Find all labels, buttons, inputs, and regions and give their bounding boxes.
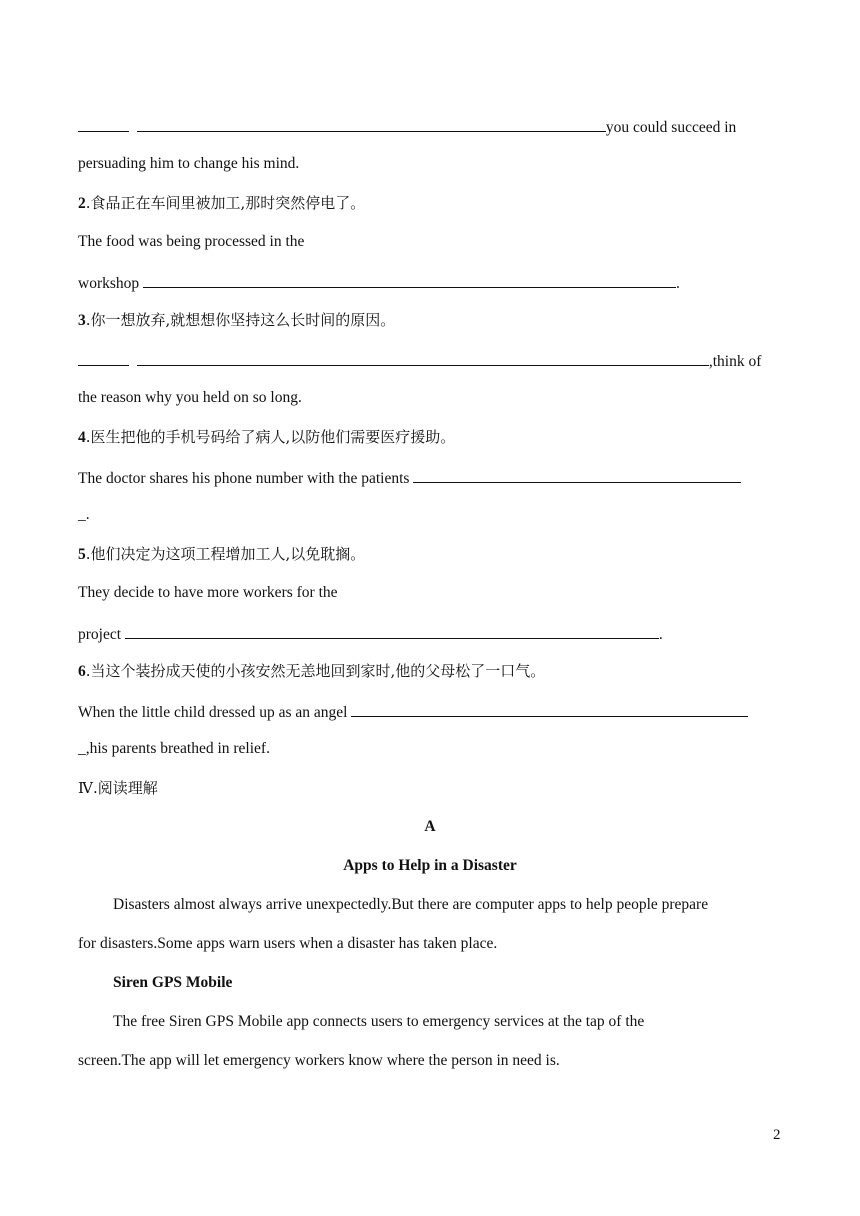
question-number: 3 [78, 312, 86, 329]
answer-blank[interactable] [78, 115, 129, 132]
answer-blank[interactable] [78, 349, 129, 366]
text: The doctor shares his phone number with the patients [78, 470, 410, 487]
text: When the little child dressed up as an angel [78, 704, 348, 721]
q6-prompt [78, 661, 545, 682]
answer-blank[interactable] [137, 115, 606, 132]
question-number: 6 [78, 663, 86, 680]
q5-prompt [78, 544, 365, 565]
text: ,think of [708, 353, 762, 370]
answer-blank[interactable] [137, 349, 709, 366]
chinese-sentence: .食品正在车间里被加工,那时突然停电了。 [85, 194, 366, 212]
q1-answer-line [78, 115, 736, 138]
question-number: 2 [78, 195, 86, 212]
passage-label: A [424, 818, 436, 835]
chinese-sentence: .当这个装扮成天使的小孩安然无恙地回到家时,他的父母松了一口气。 [85, 662, 546, 680]
q4-prompt [78, 427, 455, 448]
text: . [676, 275, 680, 292]
q4-english-2: _. [78, 506, 90, 523]
q2-english-1: The food was being processed in the [78, 233, 305, 250]
text: workshop [78, 275, 140, 292]
subheading: Siren GPS Mobile [113, 974, 233, 991]
answer-blank[interactable] [351, 700, 748, 717]
q4-english-1 [78, 466, 741, 489]
answer-blank[interactable] [413, 466, 741, 483]
q3-english-2: the reason why you held on so long. [78, 389, 302, 406]
question-number: 4 [78, 429, 86, 446]
q1-continuation: persuading him to change his mind. [78, 155, 300, 172]
answer-blank[interactable] [143, 271, 676, 288]
question-number: 5 [78, 546, 86, 563]
page-number: 2 [773, 1127, 781, 1143]
chinese-sentence: .你一想放弃,就想想你坚持这么长时间的原因。 [85, 311, 396, 329]
q3-prompt [78, 310, 395, 331]
text: . [658, 626, 663, 643]
passage-title: Apps to Help in a Disaster [343, 857, 517, 874]
q2-prompt [78, 193, 365, 214]
paragraph-2-line-1: The free Siren GPS Mobile app connects users to emergency services at the tap of the [113, 1013, 645, 1030]
chinese-sentence: .他们决定为这项工程增加工人,以免耽搁。 [85, 545, 366, 563]
q5-english-2 [78, 622, 663, 645]
answer-blank[interactable] [125, 622, 659, 639]
q3-answer-line [78, 349, 761, 372]
paragraph-2-line-2: screen.The app will let emergency workers know where the person in need is. [78, 1052, 560, 1069]
q5-english-1: They decide to have more workers for the [78, 584, 338, 601]
text: project [78, 626, 122, 643]
text: you could succeed in [605, 119, 737, 136]
q6-english-1 [78, 700, 748, 723]
paragraph-1-line-1: Disasters almost always arrive unexpectedly.But there are computer apps to help people prepare [113, 896, 709, 913]
section-heading: Ⅳ.阅读理解 [78, 779, 158, 797]
chinese-sentence: .医生把他的手机号码给了病人,以防他们需要医疗援助。 [85, 428, 456, 446]
q2-english-2 [78, 271, 680, 294]
paragraph-1-line-2: for disasters.Some apps warn users when a disaster has taken place. [78, 935, 498, 952]
q6-english-2: _,his parents breathed in relief. [78, 740, 270, 757]
